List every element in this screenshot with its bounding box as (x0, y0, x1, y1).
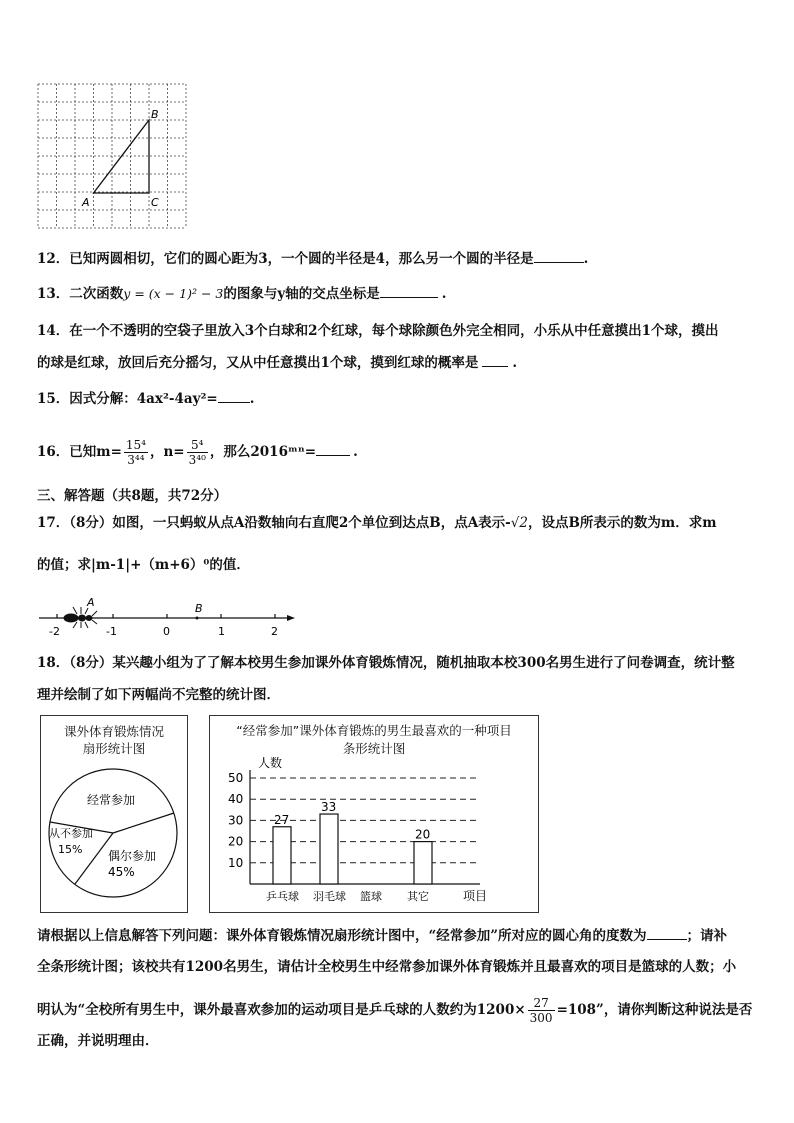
q12-text: 12．已知两圆相切，它们的圆心距为3，一个圆的半径是4，那么另一个圆的半径是 (37, 251, 534, 267)
q15-answer-blank[interactable] (218, 401, 250, 403)
number-line-figure (37, 594, 302, 642)
q14-answer-blank[interactable] (482, 365, 508, 367)
q13-formula: y = (x − 1)² − 3 (123, 286, 224, 301)
label-c: C (151, 196, 159, 209)
point-b-dot (196, 617, 199, 620)
y-tick-label: 20 (228, 834, 244, 849)
y-tick-label: 50 (228, 771, 244, 785)
q16-n-fraction: $\frac{\text{5⁴}}{\text{3⁴⁰}}$ (188, 438, 206, 467)
question-16: 16．已知m= $\frac{\text{15⁴}}{\text{3⁴⁴}}$ ，n= $\frac{\text{5⁴}}{\text{3⁴⁰}}$ ，那么2016ᵐⁿ= . (37, 438, 358, 467)
y-tick-label: 30 (228, 813, 244, 828)
question-12: 12．已知两圆相切，它们的圆心距为3，一个圆的半径是4，那么另一个圆的半径是 . (37, 251, 589, 267)
question-17-line2: 的值；求|m-1|+（m+6）⁰的值． (37, 557, 250, 573)
bar (273, 827, 291, 884)
bar-data-label: 27 (274, 812, 290, 827)
tick-label: 0 (163, 625, 170, 638)
question-15: 15．因式分解：4ax²-4ay²= . (37, 391, 255, 407)
section-3-heading: 三、解答题（共8题，共72分） (37, 488, 228, 504)
x-category-label: 羽毛球 (313, 890, 346, 903)
q13-answer-blank[interactable] (380, 296, 438, 298)
grid-triangle-figure (37, 83, 189, 231)
y-tick-label: 40 (228, 792, 244, 807)
pie-chart-title-2: 扇形统计图 (82, 741, 146, 756)
label-b: B (151, 108, 159, 121)
bar (320, 814, 338, 884)
pie-chart (41, 716, 187, 912)
q12-answer-blank[interactable] (534, 261, 584, 263)
y-axis-label: 人数 (258, 756, 283, 770)
bar-data-label: 20 (415, 827, 431, 842)
tick-label: -1 (106, 625, 117, 638)
q18-body-line4: 正确，并说明理由． (37, 1033, 159, 1049)
q16-answer-blank[interactable] (316, 454, 350, 456)
bar-data-label: 33 (321, 800, 337, 815)
q18-body-line2: 全条形统计图；该校共有1200名男生，请估计全校男生中经常参加课外体育锻炼并且最喜欢的项目是篮球的人数；小 (37, 959, 737, 975)
question-18-line1: 18．（8分）某兴趣小组为了了解本校男生参加课外体育锻炼情况，随机抽取本校300名男生进行了问卷调查，统计整 (37, 655, 735, 671)
question-14-line2: 的球是红球，放回后充分摇匀，又从中任意摸出1个球，摸到红球的概率是 . (37, 355, 518, 371)
y-tick-label: 10 (228, 855, 244, 870)
x-category-label: 乒乓球 (266, 890, 299, 903)
x-category-label: 篮球 (360, 890, 382, 903)
pie-chart-panel (40, 715, 188, 913)
pie-label-never: 从不参加 (49, 827, 93, 840)
pie-label-never-pct: 15% (58, 843, 83, 856)
bar-chart (210, 716, 538, 912)
number-line-arrow (287, 615, 295, 621)
bar (414, 842, 432, 884)
pie-chart-title-1: 课外体育锻炼情况 (63, 724, 164, 739)
q16-m-fraction: $\frac{\text{15⁴}}{\text{3⁴⁴}}$ (125, 438, 146, 467)
bar-chart-panel (209, 715, 539, 913)
label-a: A (82, 196, 90, 209)
angle-answer-blank[interactable] (647, 938, 687, 940)
bar-chart-title-2: 条形统计图 (342, 741, 406, 756)
tick-label: 2 (271, 625, 278, 638)
question-18-line2: 理并绘制了如下两幅尚不完整的统计图． (37, 687, 280, 703)
tick-label: -2 (49, 625, 60, 638)
q18-body-line3: 明认为“全校所有男生中，课外最喜欢参加的运动项目是乒乓球的人数约为1200× $\frac{27}{300}$ =108”，请你判断这种说法是否 (37, 996, 753, 1025)
question-14-line1: 14．在一个不透明的空袋子里放入3个白球和2个红球，每个球除颜色外完全相同，小乐从中任意摸出1个球，摸出 (37, 323, 719, 339)
tick-label: 1 (218, 625, 225, 638)
point-b-label: B (195, 602, 203, 615)
x-category-label: 其它 (407, 890, 429, 903)
sqrt-2: √2 (510, 515, 528, 531)
pie-label-often: 经常参加 (87, 793, 136, 807)
pie-label-sometimes: 偶尔参加 (108, 849, 157, 863)
question-13: 13．二次函数y = (x − 1)² − 3的图象与y轴的交点坐标是 . (37, 286, 447, 302)
q18-fraction: $\frac{27}{300}$ (529, 996, 553, 1025)
question-17-line1: 17．（8分）如图，一只蚂蚁从点A沿数轴向右直爬2个单位到达点B，点A表示-√2，设点B所表示的数为m．求m (37, 515, 717, 531)
bar-chart-title-1: “经常参加”课外体育锻炼的男生最喜欢的一种项目 (236, 723, 512, 738)
triangle-abc (94, 120, 150, 193)
x-axis-label: 项目 (463, 889, 488, 903)
ant-icon (64, 607, 97, 628)
pie-label-sometimes-pct: 45% (108, 865, 135, 879)
q18-body-line1: 请根据以上信息解答下列问题：课外体育锻炼情况扇形统计图中，“经常参加”所对应的圆心角的度数为 ；请补 (37, 928, 728, 944)
point-a-label: A (87, 596, 95, 609)
